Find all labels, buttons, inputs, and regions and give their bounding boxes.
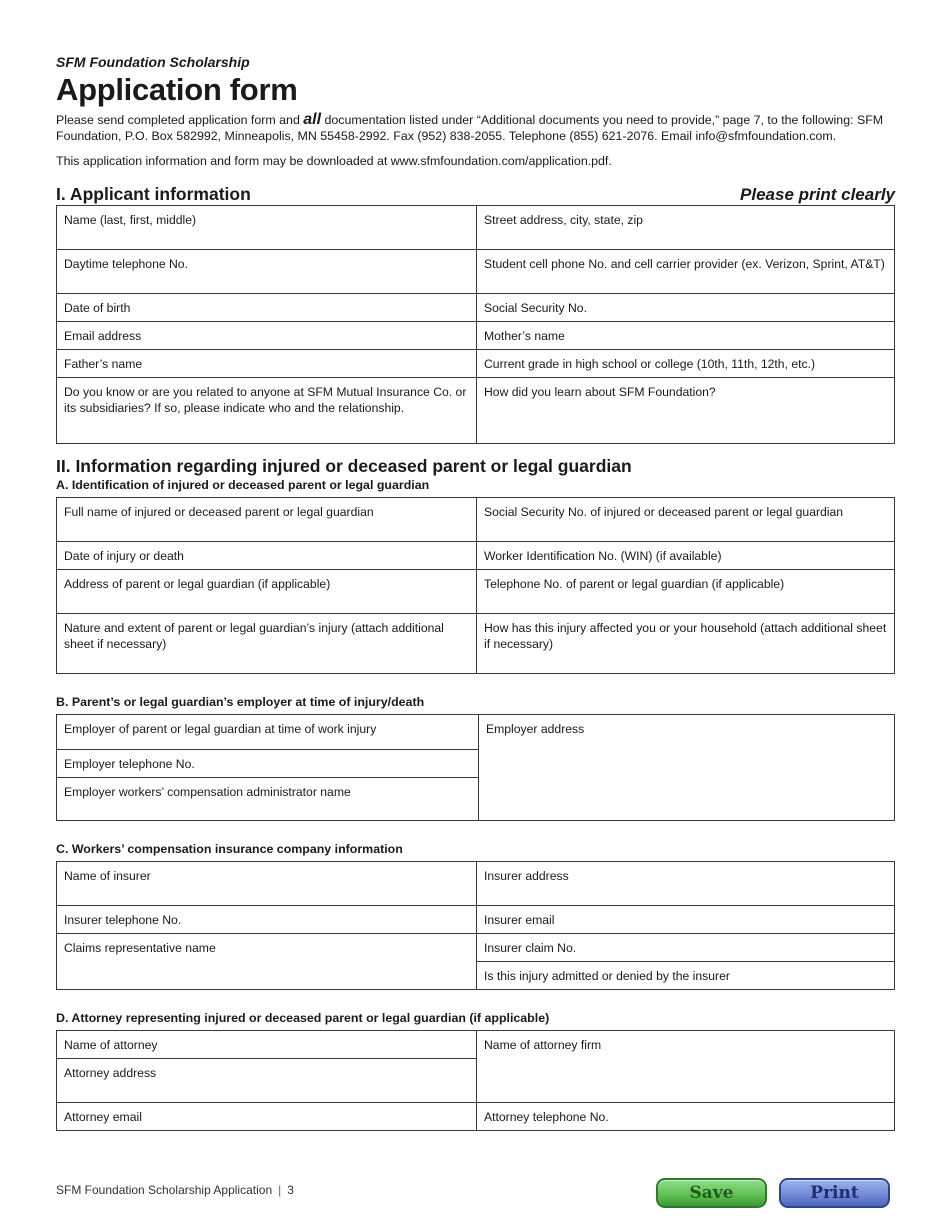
print-clearly-note: Please print clearly xyxy=(740,185,895,204)
field-label: Current grade in high school or college (10th, 11th, 12th, etc.) xyxy=(484,357,816,371)
print-button[interactable]: Print xyxy=(779,1178,890,1208)
intro-text-2: documentation listed under “Additional documents you need to provide,” page 7, to the following: SFM Foundation, P.O. Box 582992, Minneapolis, MN 55458-2992. Fax (952) 838-2055. Telephone (855) 621-2076. Email info@sfmfoundation.com. xyxy=(56,113,884,143)
download-note: This application information and form may be downloaded at www.sfmfoundation.com/application.pdf. xyxy=(56,154,612,168)
field-insurer-email[interactable] xyxy=(477,906,895,934)
field-fathers-name[interactable] xyxy=(57,350,477,378)
subsection-b-title: B. Parent’s or legal guardian’s employer at time of injury/death xyxy=(56,695,425,709)
field-current-grade[interactable] xyxy=(477,350,895,378)
field-label: Full name of injured or deceased parent or legal guardian xyxy=(64,505,374,519)
field-label: Social Security No. of injured or deceased parent or legal guardian xyxy=(484,505,844,519)
field-insurer-name[interactable] xyxy=(57,862,477,906)
application-page xyxy=(56,52,895,1131)
field-label: Mother’s name xyxy=(484,329,565,343)
field-label: Is this injury admitted or denied by the insurer xyxy=(484,969,730,983)
applicant-info-table xyxy=(56,205,895,444)
field-label: Name of insurer xyxy=(64,869,151,883)
field-related-to-sfm[interactable] xyxy=(57,378,477,444)
section-2-title: II. Information regarding injured or deceased parent or legal guardian xyxy=(56,456,632,476)
field-street-address[interactable] xyxy=(477,206,895,250)
field-how-learned[interactable] xyxy=(477,378,895,444)
intro-emphasis: all xyxy=(303,111,322,128)
save-button[interactable]: Save xyxy=(656,1178,767,1208)
field-parent-full-name[interactable] xyxy=(57,498,477,542)
subsection-c-title: C. Workers’ compensation insurance company information xyxy=(56,842,403,856)
footer-separator: | xyxy=(278,1183,282,1197)
field-label: Father’s name xyxy=(64,357,143,371)
field-label: Daytime telephone No. xyxy=(64,257,188,271)
field-parent-phone[interactable] xyxy=(477,570,895,614)
field-claims-representative[interactable] xyxy=(57,934,477,990)
subsection-a-title: A. Identification of injured or deceased parent or legal guardian xyxy=(56,478,430,492)
field-label: Date of injury or death xyxy=(64,549,184,563)
insurer-table xyxy=(56,861,895,990)
field-employer-address[interactable] xyxy=(479,715,895,821)
field-injury-nature[interactable] xyxy=(57,614,477,674)
footer-page-number: 3 xyxy=(287,1183,294,1197)
field-date-of-birth[interactable] xyxy=(57,294,477,322)
field-attorney-address[interactable] xyxy=(57,1059,477,1103)
field-date-of-injury[interactable] xyxy=(57,542,477,570)
attorney-table xyxy=(56,1030,895,1131)
form-eyebrow: SFM Foundation Scholarship xyxy=(56,54,250,70)
field-label: Social Security No. xyxy=(484,301,587,315)
field-ssn[interactable] xyxy=(477,294,895,322)
field-label: Do you know or are you related to anyone at SFM Mutual Insurance Co. or its subsidiaries? If so, please indicate who and the relationship. xyxy=(64,385,467,415)
field-label: Address of parent or legal guardian (if applicable) xyxy=(64,577,331,591)
field-label: Claims representative name xyxy=(64,941,216,955)
field-label: Employer address xyxy=(486,722,585,736)
field-label: Insurer email xyxy=(484,913,555,927)
field-label: Nature and extent of parent or legal guardian’s injury (attach additional sheet if necessary) xyxy=(64,621,444,651)
field-wc-administrator[interactable] xyxy=(57,778,479,821)
field-label: Student cell phone No. and cell carrier provider (ex. Verizon, Sprint, AT&T) xyxy=(484,257,885,271)
field-injury-admitted-denied[interactable] xyxy=(477,962,895,990)
field-student-cell[interactable] xyxy=(477,250,895,294)
page-title: Application form xyxy=(56,72,298,107)
footer-doc-name: SFM Foundation Scholarship Application xyxy=(56,1183,273,1197)
field-label: Insurer address xyxy=(484,869,569,883)
field-parent-address[interactable] xyxy=(57,570,477,614)
field-label: Date of birth xyxy=(64,301,131,315)
parent-identification-table xyxy=(56,497,895,674)
field-mothers-name[interactable] xyxy=(477,322,895,350)
field-attorney-name[interactable] xyxy=(57,1031,477,1059)
field-label: Telephone No. of parent or legal guardian (if applicable) xyxy=(484,577,785,591)
field-label: Name (last, first, middle) xyxy=(64,213,197,227)
section-1-header xyxy=(56,183,895,205)
field-parent-ssn[interactable] xyxy=(477,498,895,542)
field-label: Attorney telephone No. xyxy=(484,1110,609,1124)
page-footer xyxy=(56,1183,294,1197)
field-label: Name of attorney xyxy=(64,1038,158,1052)
field-label: Street address, city, state, zip xyxy=(484,213,643,227)
field-applicant-name[interactable] xyxy=(57,206,477,250)
field-label: Worker Identification No. (WIN) (if available) xyxy=(484,549,722,563)
field-label: How has this injury affected you or your household (attach additional sheet if necessary) xyxy=(484,621,887,651)
field-email[interactable] xyxy=(57,322,477,350)
field-label: Name of attorney firm xyxy=(484,1038,602,1052)
field-label: Attorney address xyxy=(64,1066,157,1080)
employer-table xyxy=(56,714,895,821)
field-label: Employer workers’ compensation administrator name xyxy=(64,785,351,799)
field-label: Insurer claim No. xyxy=(484,941,577,955)
field-insurer-phone[interactable] xyxy=(57,906,477,934)
field-employer-phone[interactable] xyxy=(57,750,479,778)
field-injury-effect[interactable] xyxy=(477,614,895,674)
field-attorney-firm[interactable] xyxy=(477,1031,895,1103)
intro-text-1: Please send completed application form and xyxy=(56,113,304,127)
field-attorney-email[interactable] xyxy=(57,1103,477,1131)
field-label: How did you learn about SFM Foundation? xyxy=(484,385,716,399)
field-daytime-phone[interactable] xyxy=(57,250,477,294)
intro-paragraph xyxy=(56,112,895,144)
field-worker-id[interactable] xyxy=(477,542,895,570)
field-label: Employer of parent or legal guardian at time of work injury xyxy=(64,722,377,736)
section-1-title: I. Applicant information xyxy=(56,184,251,204)
field-insurer-address[interactable] xyxy=(477,862,895,906)
field-label: Email address xyxy=(64,329,142,343)
field-attorney-phone[interactable] xyxy=(477,1103,895,1131)
field-employer-name[interactable] xyxy=(57,715,479,750)
field-insurer-claim-no[interactable] xyxy=(477,934,895,962)
field-label: Attorney email xyxy=(64,1110,142,1124)
field-label: Employer telephone No. xyxy=(64,757,195,771)
field-label: Insurer telephone No. xyxy=(64,913,182,927)
subsection-d-title: D. Attorney representing injured or deceased parent or legal guardian (if applicable) xyxy=(56,1011,550,1025)
